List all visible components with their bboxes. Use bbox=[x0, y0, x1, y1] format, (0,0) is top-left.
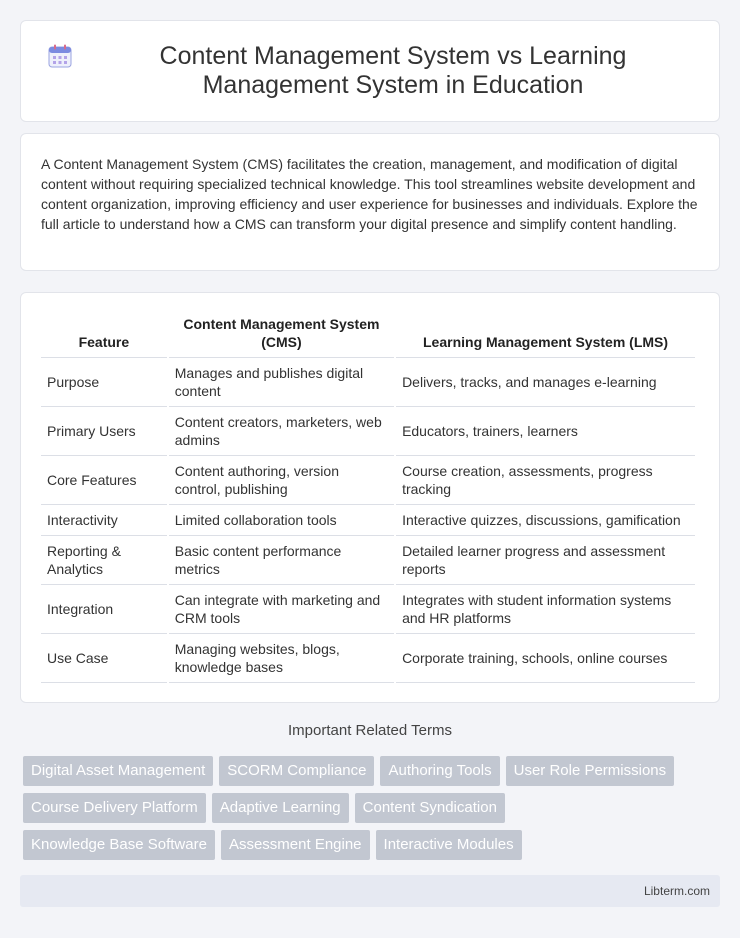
feature-cell: Core Features bbox=[41, 456, 167, 505]
related-term-tag[interactable]: Content Syndication bbox=[355, 793, 505, 823]
related-terms-heading: Important Related Terms bbox=[288, 722, 452, 739]
intro-card bbox=[20, 133, 720, 271]
feature-cell: Interactivity bbox=[41, 505, 167, 536]
page-title: Content Management System vs Learning Management System in Education bbox=[159, 42, 627, 99]
comparison-table-card bbox=[20, 292, 720, 703]
table-header-row bbox=[41, 307, 695, 358]
column-header-feature: Feature bbox=[41, 307, 167, 358]
related-term-tag[interactable]: Knowledge Base Software bbox=[23, 830, 215, 860]
lms-cell: Interactive quizzes, discussions, gamification bbox=[396, 505, 695, 536]
feature-cell: Integration bbox=[41, 585, 167, 634]
column-header-cms: Content Management System (CMS) bbox=[169, 307, 394, 358]
table-row bbox=[41, 456, 695, 505]
table-row bbox=[41, 536, 695, 585]
related-terms-list bbox=[23, 756, 723, 867]
related-term-tag[interactable]: User Role Permissions bbox=[506, 756, 675, 786]
related-term-tag[interactable]: Course Delivery Platform bbox=[23, 793, 206, 823]
cms-cell: Managing websites, blogs, knowledge bases bbox=[169, 634, 394, 683]
related-term-tag[interactable]: Adaptive Learning bbox=[212, 793, 349, 823]
lms-cell: Integrates with student information systems and HR platforms bbox=[396, 585, 695, 634]
footer bbox=[20, 875, 720, 907]
table-row bbox=[41, 585, 695, 634]
intro-text: A Content Management System (CMS) facilitates the creation, management, and modification of digital content without requiring specialized technical knowledge. This tool streamlines website development and content organization, improving efficiency and user experience for businesses and individuals. Explore the full article to understand how a CMS can transform your digital presence and simplify content handling. bbox=[41, 156, 698, 232]
column-header-lms: Learning Management System (LMS) bbox=[396, 307, 695, 358]
lms-cell: Delivers, tracks, and manages e-learning bbox=[396, 358, 695, 407]
cms-cell: Limited collaboration tools bbox=[169, 505, 394, 536]
table-row bbox=[41, 634, 695, 683]
related-term-tag[interactable]: SCORM Compliance bbox=[219, 756, 374, 786]
related-term-tag[interactable]: Assessment Engine bbox=[221, 830, 370, 860]
table-row bbox=[41, 407, 695, 456]
lms-cell: Educators, trainers, learners bbox=[396, 407, 695, 456]
related-term-tag[interactable]: Digital Asset Management bbox=[23, 756, 213, 786]
cms-cell: Content creators, marketers, web admins bbox=[169, 407, 394, 456]
cms-cell: Content authoring, version control, publishing bbox=[169, 456, 394, 505]
footer-site-link[interactable]: Libterm.com bbox=[643, 884, 710, 898]
related-term-tag[interactable]: Interactive Modules bbox=[376, 830, 522, 860]
header-card bbox=[20, 20, 720, 122]
comparison-table bbox=[39, 307, 697, 683]
cms-cell: Manages and publishes digital content bbox=[169, 358, 394, 407]
cms-cell: Can integrate with marketing and CRM tools bbox=[169, 585, 394, 634]
lms-cell: Course creation, assessments, progress tracking bbox=[396, 456, 695, 505]
lms-cell: Corporate training, schools, online courses bbox=[396, 634, 695, 683]
related-term-tag[interactable]: Authoring Tools bbox=[380, 756, 499, 786]
feature-cell: Use Case bbox=[41, 634, 167, 683]
lms-cell: Detailed learner progress and assessment reports bbox=[396, 536, 695, 585]
table-row bbox=[41, 505, 695, 536]
feature-cell: Reporting & Analytics bbox=[41, 536, 167, 585]
table-row bbox=[41, 358, 695, 407]
feature-cell: Primary Users bbox=[41, 407, 167, 456]
feature-cell: Purpose bbox=[41, 358, 167, 407]
calendar-icon bbox=[47, 43, 73, 69]
cms-cell: Basic content performance metrics bbox=[169, 536, 394, 585]
